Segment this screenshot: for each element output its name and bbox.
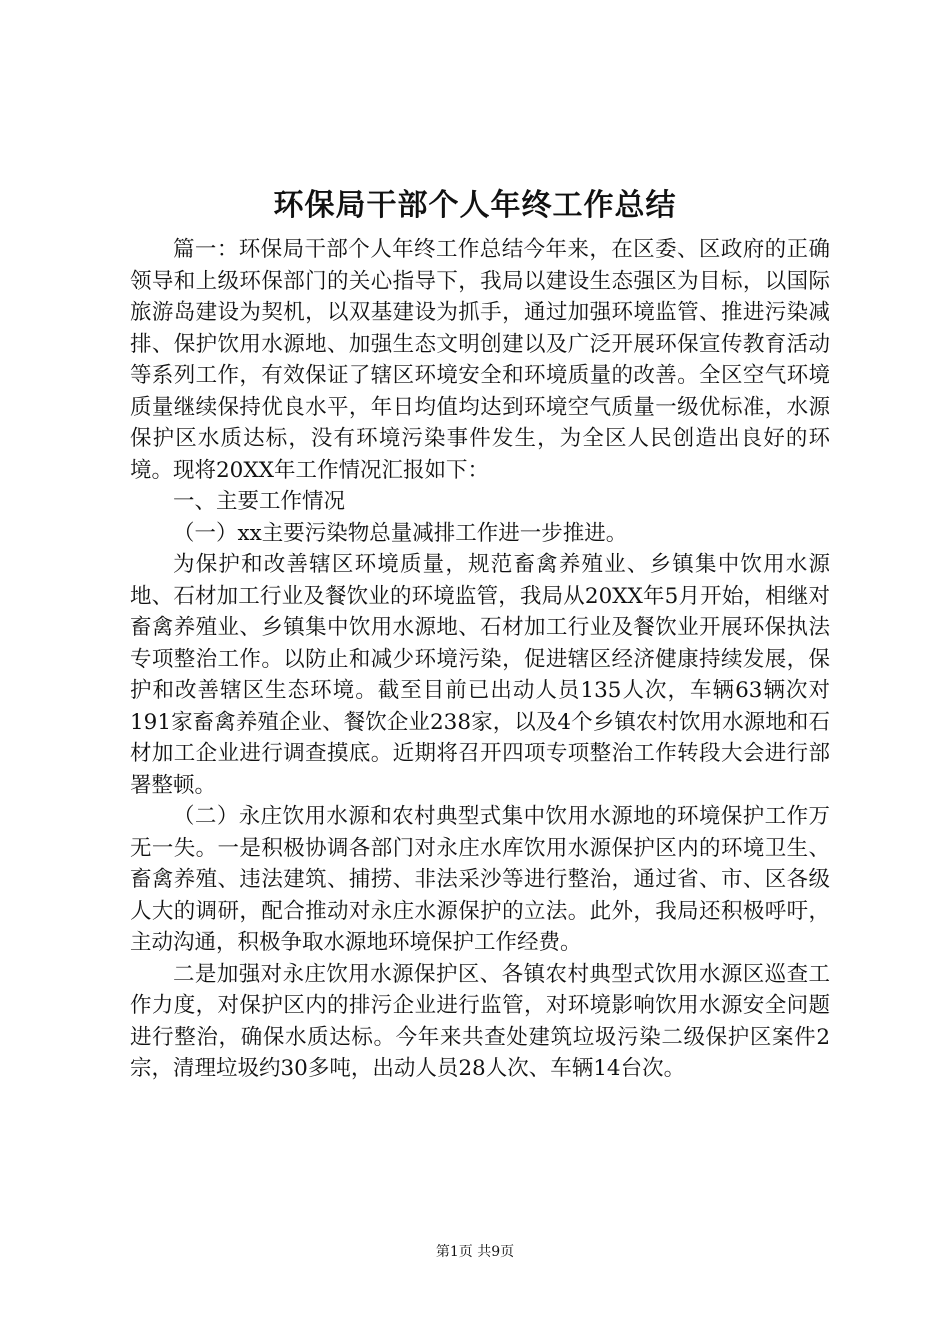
subsection-heading-1: （一）xx主要污染物总量减排工作进一步推进。 (173, 520, 628, 546)
document-title: 环保局干部个人年终工作总结 (273, 188, 677, 223)
page-number-footer: 第1页 共9页 (435, 1244, 515, 1260)
body-paragraph: 二是加强对永庄饮用水源保护区、各镇农村典型式饮用水源区巡查工作力度，对保护区内的排污企业进行监管，对环境影响饮用水源安全问题进行整治，确保水质达标。今年来共查处建筑垃圾污染二级保护区案件2宗，清理垃圾约30多吨，出动人员28人次、车辆14台次。 (130, 961, 830, 1081)
intro-paragraph: 篇一：环保局干部个人年终工作总结今年来，在区委、区政府的正确领导和上级环保部门的关心指导下，我局以建设生态强区为目标，以国际旅游岛建设为契机，以双基建设为抓手，通过加强环境监管、推进污染减排、保护饮用水源地、加强生态文明创建以及广泛开展环保宣传教育活动等系列工作，有效保证了辖区环境安全和环境质量的改善。全区空气环境质量继续保持优良水平，年日均值均达到环境空气质量一级优标准，水源保护区水质达标，没有环境污染事件发生，为全区人民创造出良好的环境。现将20XX年工作情况汇报如下： (130, 237, 830, 483)
subsection-paragraph-2: （二）永庄饮用水源和农村典型式集中饮用水源地的环境保护工作万无一失。一是积极协调各部门对永庄水库饮用水源保护区内的环境卫生、畜禽养殖、违法建筑、捕捞、非法采沙等进行整治，通过省、市、区各级人大的调研，配合推动对永庄水源保护的立法。此外，我局还积极呼吁，主动沟通，积极争取水源地环境保护工作经费。 (130, 804, 830, 955)
body-paragraph: 为保护和改善辖区环境质量，规范畜禽养殖业、乡镇集中饮用水源地、石材加工行业及餐饮业的环境监管，我局从20XX年5月开始，相继对畜禽养殖业、乡镇集中饮用水源地、石材加工行业及餐饮业开展环保执法专项整治工作。以防止和减少环境污染，促进辖区经济健康持续发展，保护和改善辖区生态环境。截至目前已出动人员135人次，车辆63辆次对191家畜禽养殖企业、餐饮企业238家，以及4个乡镇农村饮用水源地和石材加工企业进行调查摸底。近期将召开四项专项整治工作转段大会进行部署整顿。 (130, 552, 830, 798)
document-body (130, 234, 830, 1085)
section-heading: 一、主要工作情况 (173, 489, 346, 514)
